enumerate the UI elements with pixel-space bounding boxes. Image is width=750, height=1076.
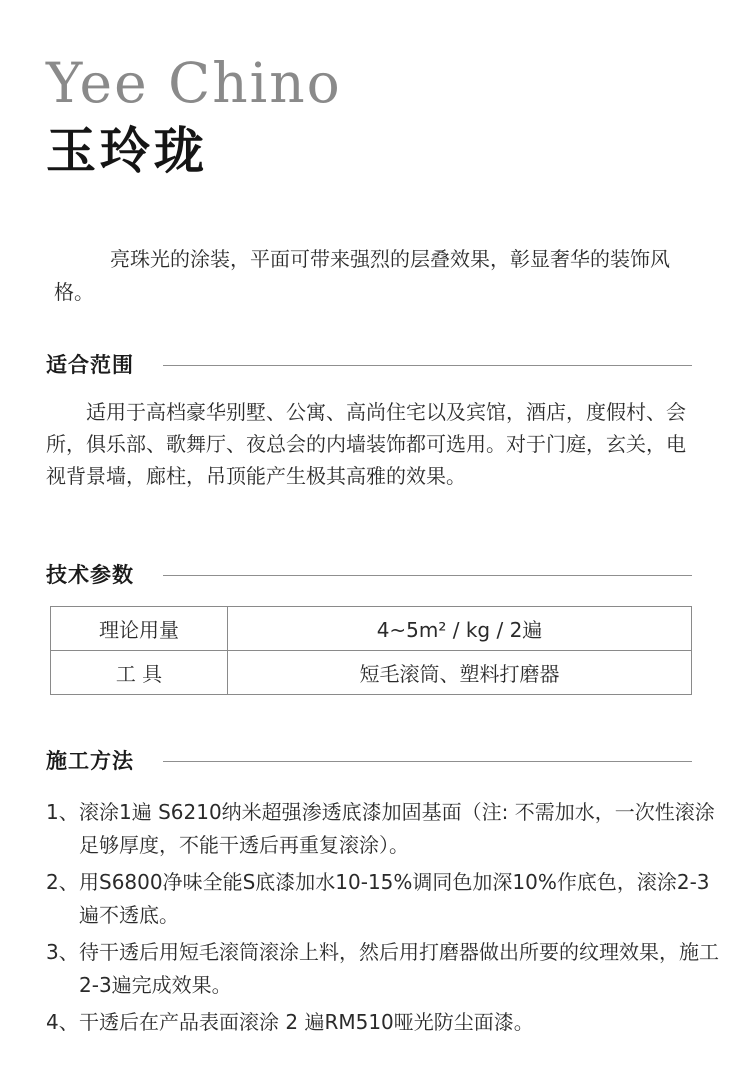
brand-name: Yee Chino: [46, 51, 342, 115]
table-row: [51, 651, 692, 695]
section-header-scope: [46, 350, 692, 380]
step-number: 1、: [46, 800, 79, 824]
spec-value-tools: 短毛滚筒、塑料打磨器: [228, 651, 692, 695]
step-number: 4、: [46, 1010, 79, 1034]
scope-paragraph: 适用于高档豪华别墅、公寓、高尚住宅以及宾馆，酒店，度假村、会所，俱乐部、歌舞厅、夜总会的内墙装饰都可选用。对于门庭，玄关，电视背景墙，廊柱，吊顶能产生极其高雅的效果。: [46, 400, 686, 488]
spec-label-tools: 工 具: [51, 651, 228, 695]
spec-value-usage: 4~5m² / kg / 2遍: [228, 607, 692, 651]
method-steps-list: [46, 796, 726, 1043]
intro-paragraph: 亮珠光的涂装，平面可带来强烈的层叠效果，彰显奢华的装饰风格。: [54, 247, 670, 304]
step-text: 待干透后用短毛滚筒滚涂上料，然后用打磨器做出所要的纹理效果，施工2-3遍完成效果。: [79, 940, 719, 997]
section-title-scope: 适合范围: [46, 353, 134, 377]
method-step: [46, 796, 726, 862]
method-step: [46, 1006, 726, 1039]
spec-table: [50, 606, 692, 695]
section-header-method: [46, 746, 692, 776]
table-row: [51, 607, 692, 651]
section-divider: [163, 575, 692, 576]
method-step: [46, 866, 726, 932]
section-divider: [163, 365, 692, 366]
spec-label-usage: 理论用量: [51, 607, 228, 651]
product-title: 玉玲珑: [46, 122, 208, 180]
step-text: 干透后在产品表面滚涂 2 遍RM510哑光防尘面漆。: [79, 1010, 534, 1034]
method-step: [46, 936, 726, 1002]
section-title-method: 施工方法: [46, 749, 134, 773]
step-number: 2、: [46, 870, 79, 894]
section-title-specs: 技术参数: [46, 563, 134, 587]
step-number: 3、: [46, 940, 79, 964]
step-text: 用S6800净味全能S底漆加水10-15%调同色加深10%作底色，滚涂2-3遍不透底。: [79, 870, 710, 927]
step-text: 滚涂1遍 S6210纳米超强渗透底漆加固基面（注: 不需加水，一次性滚涂足够厚度，不能干透后再重复滚涂）。: [79, 800, 715, 857]
section-header-specs: [46, 560, 692, 590]
section-divider: [163, 761, 692, 762]
